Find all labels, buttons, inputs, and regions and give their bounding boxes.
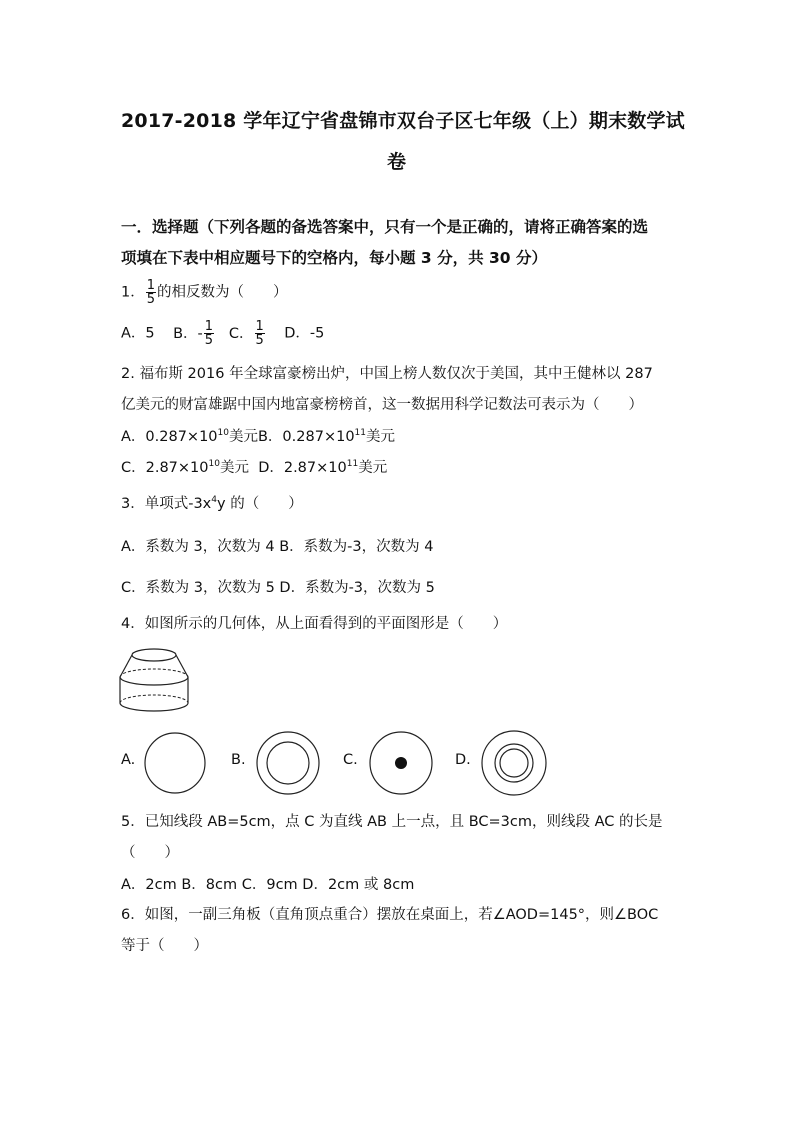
question-4-option-a-label: A. [121,752,136,768]
question-5-line1: 5．已知线段 AB=5cm，点 C 为直线 AB 上一点，且 BC=3cm，则线段 AC 的长是 [121,814,663,830]
question-1-option-c: C． $\frac{1}{5}$ [228,319,264,348]
option-b-ring-figure [255,730,321,796]
question-4-option-d-label: D. [455,752,471,768]
question-4-option-b-label: B. [231,752,246,768]
question-1-option-b: B．- $\frac{1}{5}$ [173,319,214,348]
question-2-line2: 亿美元的财富雄踞中国内地富豪榜榜首，这一数据用科学记数法可表示为（ ） [121,397,643,413]
question-3-options-cd: C．系数为 3，次数为 5 D．系数为-3，次数为 5 [121,580,435,596]
question-4-stem: 4．如图所示的几何体，从上面看得到的平面图形是（ ） [121,616,508,632]
question-6-line1: 6．如图，一副三角板（直角顶点重合）摆放在桌面上，若∠AOD=145°，则∠BOC [121,907,659,923]
option-d-inner-circle [500,749,528,777]
question-2-line1: 2. 福布斯 2016 年全球富豪榜出炉，中国上榜人数仅次于美国，其中王健林以 287 [121,366,653,382]
option-c-center-dot [395,757,407,769]
section-heading-line2: 项填在下表中相应题号下的空格内，每小题 3 分，共 30 分） [121,249,547,267]
solid-top-ellipse [132,649,176,661]
question-2-option-d: D．$2.87\times 10^{11}$美元 [258,459,388,476]
question-1-text: 的相反数为（ ） [157,284,288,301]
question-2-option-c: C．$2.87\times 10^{10}$美元 [121,459,249,476]
solid-mid-front-arc [120,677,188,685]
question-1-option-d: D．-5 [284,325,325,342]
option-b-inner-circle [267,742,309,784]
solid-right-slant [176,655,188,677]
option-d-middle-circle [495,744,533,782]
option-b-outer-circle [257,732,319,794]
question-1-options [121,320,324,347]
solid-bottom-front-arc [120,703,188,711]
question-2-options-ab [121,425,395,446]
section-heading-line1: 一．选择题（下列各题的备选答案中，只有一个是正确的，请将正确答案的选 [121,218,649,236]
option-c-dot-figure [368,730,434,796]
option-d-outer-circle [482,731,546,795]
question-1-fraction: $\frac{1}{5}$ [146,278,156,307]
solid-bottom-back-arc [120,695,188,703]
option-d-triple-ring-figure [480,729,548,797]
question-1-number: 1． [121,284,145,301]
page-title-line1: 2017-2018 学年辽宁省盘锦市双台子区七年级（上）期末数学试 [121,110,685,132]
question-5-options: A．2cm B．8cm C．9cm D．2cm 或 8cm [121,877,415,893]
question-1-stem [121,279,288,306]
solid-left-slant [120,655,132,677]
question-2-options-cd [121,456,387,477]
question-2-option-b: B．$0.287\times 10^{11}$美元 [257,428,395,445]
question-4-option-c-label: C. [343,752,358,768]
question-5-line2: （ ） [121,845,179,861]
question-3-stem: 3．单项式$-3x^4y$ 的（ ） [121,495,303,512]
question-3-options-ab: A．系数为 3，次数为 4 B．系数为-3，次数为 4 [121,539,434,555]
question-6-line2: 等于（ ） [121,938,208,954]
option-a-outer-circle [145,733,205,793]
solid-mid-back-arc [120,669,188,677]
option-a-circle-figure [143,731,207,795]
question-2-option-a: A．$0.287\times 10^{10}$美元 [121,428,258,445]
page-title-line2: 卷 [387,151,407,173]
question-1-option-a: A．5 [121,325,155,342]
geometric-solid-figure [114,643,194,715]
